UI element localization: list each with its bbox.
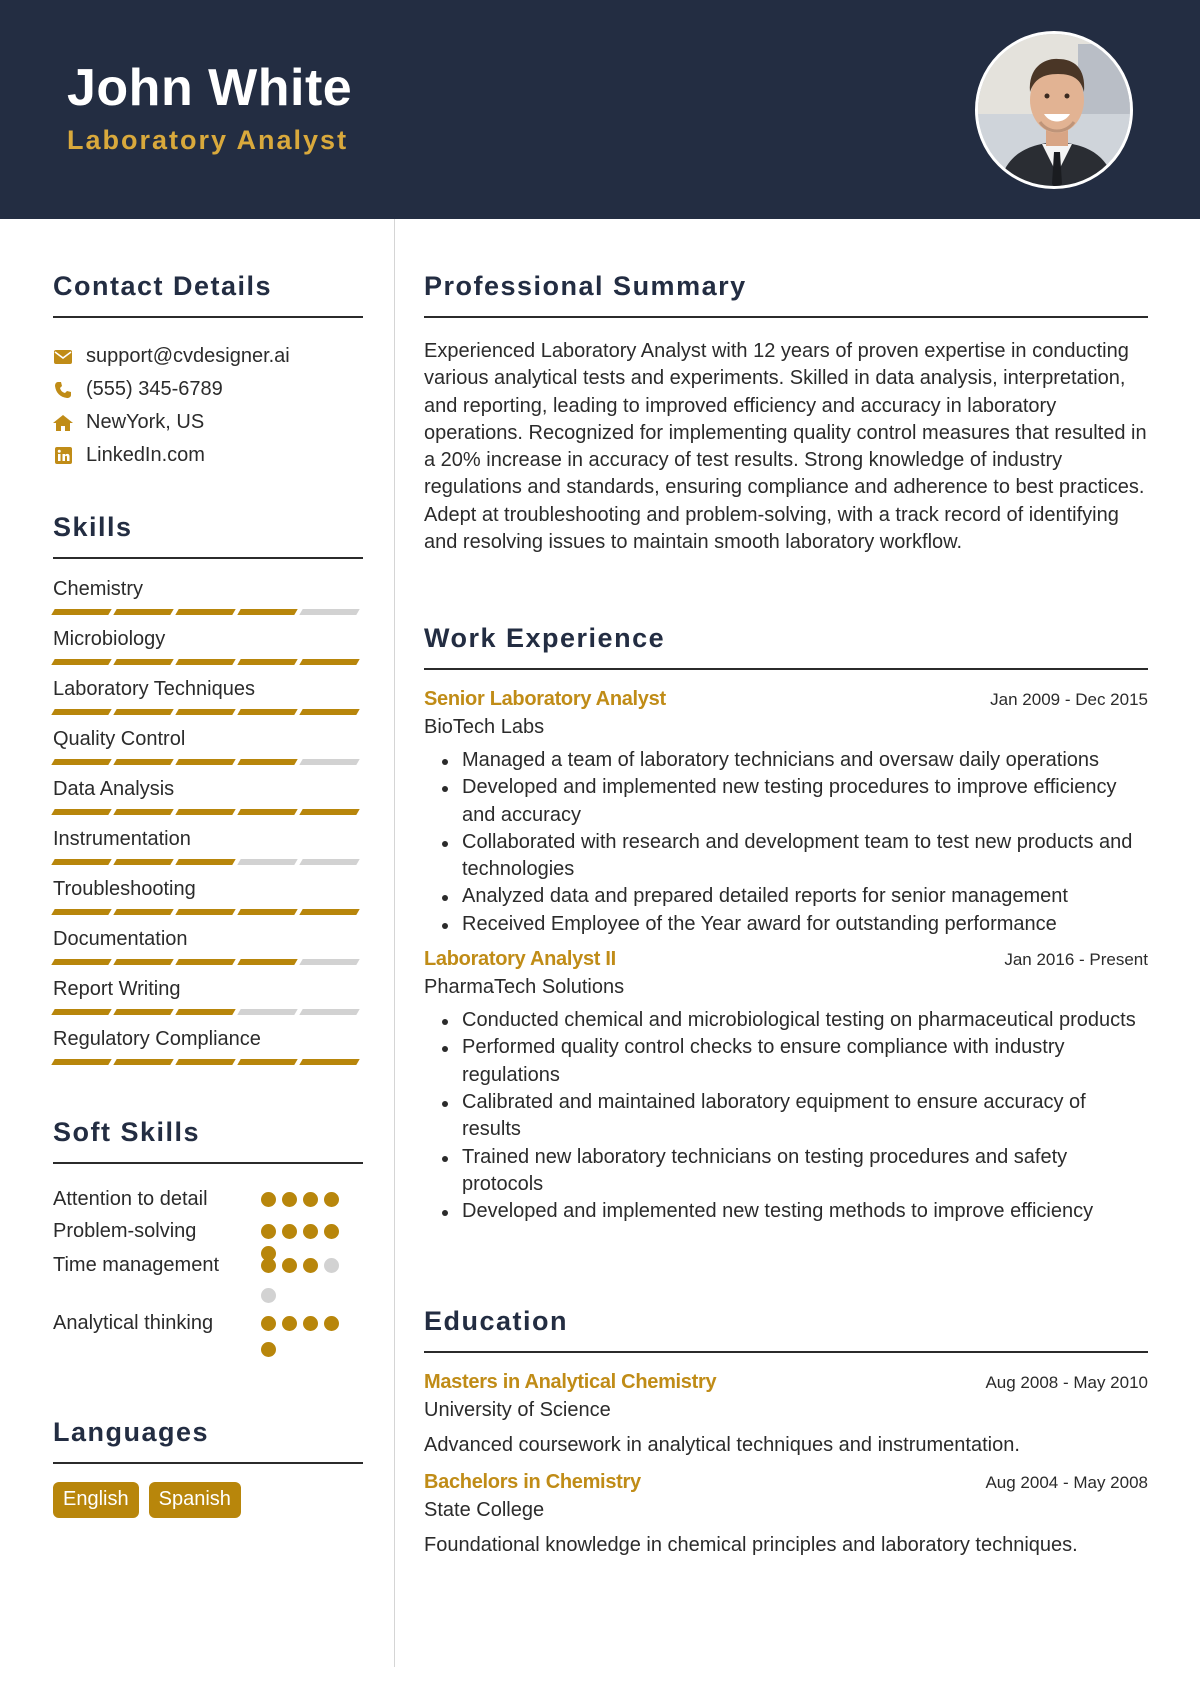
job-bullet: Managed a team of laboratory technicians and oversaw daily operations xyxy=(438,747,1148,774)
contact-text: NewYork, US xyxy=(86,411,205,433)
skill-rating-segment xyxy=(299,959,359,965)
contact-text: (555) 345-6789 xyxy=(86,378,223,400)
language-badge: English xyxy=(53,1482,139,1518)
skill-rating-bars xyxy=(53,1009,363,1015)
summary-section xyxy=(424,271,1148,556)
phone-icon xyxy=(53,380,73,400)
soft-skill-rating-dot xyxy=(324,1258,339,1273)
candidate-name: John White xyxy=(67,59,353,117)
skill-name: Microbiology xyxy=(53,628,166,650)
skill-name: Quality Control xyxy=(53,728,186,750)
job-title: Laboratory Analyst II xyxy=(424,948,616,971)
skill-rating-segment xyxy=(175,609,235,615)
skill-rating-bars xyxy=(53,809,363,815)
education-entry xyxy=(424,1471,1148,1557)
job-title: Senior Laboratory Analyst xyxy=(424,688,666,710)
skill-item xyxy=(53,725,363,775)
skill-rating-segment xyxy=(299,859,359,865)
candidate-title: Laboratory Analyst xyxy=(67,125,349,155)
skill-rating-segment xyxy=(175,759,235,765)
summary-text: Experienced Laboratory Analyst with 12 years of proven expertise in conducting various analytical tests and experiments. Skilled in data analysis, interpretation, and reporting, leading to improved efficiency and accuracy in laboratory operations. Recognized for implementing quality control measures that resulted in a 20% increase in accuracy of test results. Strong knowledge of industry regulations and standards, ensuring compliance and adherence to best practices. Adept at troubleshooting and problem-solving, with a track record of identifying and resolving issues to maintain smooth laboratory workflow. xyxy=(424,340,1147,554)
skill-rating-segment xyxy=(299,709,359,715)
skill-item xyxy=(53,825,363,875)
skill-rating-bars xyxy=(53,659,363,665)
skill-rating-segment xyxy=(51,1009,111,1015)
skill-rating-segment xyxy=(175,709,235,715)
skill-rating-segment xyxy=(113,1009,173,1015)
soft-skill-rating-dot xyxy=(303,1192,318,1207)
skill-rating-segment xyxy=(113,859,173,865)
contact-heading: Contact Details xyxy=(53,271,273,301)
summary-heading: Professional Summary xyxy=(424,271,747,301)
skill-item xyxy=(53,675,363,725)
skill-rating-segment xyxy=(237,809,297,815)
soft-skill-rating-dot xyxy=(282,1316,297,1331)
languages-section xyxy=(53,1417,363,1518)
section-rule xyxy=(53,316,363,318)
skill-rating-segment xyxy=(113,909,173,915)
education-date: Aug 2008 - May 2010 xyxy=(985,1373,1148,1392)
contact-text: LinkedIn.com xyxy=(86,444,205,466)
contact-list xyxy=(53,340,363,472)
soft-skill-rating-dot xyxy=(324,1316,339,1331)
language-badge: Spanish xyxy=(149,1482,241,1518)
soft-skill-rating-dot xyxy=(324,1224,339,1239)
job-bullet: Collaborated with research and development team to test new products and technologies xyxy=(438,829,1148,884)
soft-skill-rating-dot xyxy=(261,1192,276,1207)
skill-rating-segment xyxy=(299,1059,359,1065)
job-entry xyxy=(424,688,1148,938)
skill-rating-segment xyxy=(113,809,173,815)
skill-rating-segment xyxy=(51,859,111,865)
education-section xyxy=(424,1306,1148,1557)
skill-name: Documentation xyxy=(53,928,188,950)
skill-name: Troubleshooting xyxy=(53,878,196,900)
contact-phone[interactable] xyxy=(53,373,363,406)
skill-rating-segment xyxy=(175,959,235,965)
skill-rating-segment xyxy=(237,659,297,665)
soft-skill-name: Attention to detail xyxy=(53,1188,208,1210)
skill-rating-bars xyxy=(53,709,363,715)
soft-skill-rating-dot xyxy=(303,1316,318,1331)
resume-header xyxy=(0,0,1200,219)
skill-name: Chemistry xyxy=(53,578,144,600)
soft-skill-rating-dots xyxy=(261,1186,351,1218)
job-bullets xyxy=(424,747,1148,938)
skill-name: Data Analysis xyxy=(53,778,175,800)
degree-title: Masters in Analytical Chemistry xyxy=(424,1371,717,1393)
skill-rating-segment xyxy=(51,909,111,915)
skill-rating-segment xyxy=(237,959,297,965)
job-bullet: Analyzed data and prepared detailed reports for senior management xyxy=(438,883,1148,910)
skill-rating-segment xyxy=(51,1059,111,1065)
skill-rating-segment xyxy=(175,909,235,915)
skill-rating-segment xyxy=(113,609,173,615)
school-name: State College xyxy=(424,1499,545,1521)
soft-skill-rating-dot xyxy=(324,1192,339,1207)
soft-skills-section xyxy=(53,1117,363,1360)
job-bullet: Received Employee of the Year award for outstanding performance xyxy=(438,911,1148,938)
skill-rating-segment xyxy=(299,759,359,765)
skill-item xyxy=(53,625,363,675)
job-bullet: Developed and implemented new testing procedures to improve efficiency and accuracy xyxy=(438,774,1148,829)
skill-rating-segment xyxy=(175,809,235,815)
soft-skill-name: Time management xyxy=(53,1254,219,1276)
skill-rating-segment xyxy=(51,609,111,615)
skill-rating-bars xyxy=(53,759,363,765)
soft-skill-rating-dot xyxy=(261,1224,276,1239)
job-bullet: Conducted chemical and microbiological testing on pharmaceutical products xyxy=(438,1007,1148,1034)
soft-skill-rating-dot xyxy=(261,1288,276,1303)
skill-rating-segment xyxy=(299,609,359,615)
skill-item xyxy=(53,975,363,1025)
job-bullets xyxy=(424,1007,1148,1225)
section-rule xyxy=(53,557,363,559)
soft-skill-rating-dots xyxy=(261,1310,351,1360)
contact-text: support@cvdesigner.ai xyxy=(86,345,290,367)
skill-rating-segment xyxy=(237,1059,297,1065)
soft-skill-rating-dot xyxy=(282,1224,297,1239)
skill-rating-segment xyxy=(113,659,173,665)
job-bullet: Performed quality control checks to ensure compliance with industry regulations xyxy=(438,1034,1148,1089)
contact-location xyxy=(53,406,363,439)
soft-skill-rating-dots xyxy=(261,1252,351,1310)
soft-skill-list xyxy=(53,1186,363,1360)
education-description: Advanced coursework in analytical techniques and instrumentation. xyxy=(424,1434,1020,1456)
job-date: Jan 2016 - Present xyxy=(1004,950,1148,970)
skill-rating-segment xyxy=(237,609,297,615)
skill-rating-segment xyxy=(237,759,297,765)
skill-list xyxy=(53,575,363,1075)
degree-title: Bachelors in Chemistry xyxy=(424,1471,641,1493)
contact-email[interactable] xyxy=(53,340,363,373)
section-rule xyxy=(53,1462,363,1464)
skill-name: Report Writing xyxy=(53,978,181,1000)
job-bullet: Calibrated and maintained laboratory equipment to ensure accuracy of results xyxy=(438,1089,1148,1144)
school-name: University of Science xyxy=(424,1399,611,1421)
skill-rating-segment xyxy=(51,759,111,765)
job-date: Jan 2009 - Dec 2015 xyxy=(990,690,1148,709)
education-heading: Education xyxy=(424,1306,569,1336)
job-entry xyxy=(424,948,1148,1225)
skill-rating-segment xyxy=(175,1059,235,1065)
skill-rating-segment xyxy=(113,759,173,765)
skill-rating-segment xyxy=(237,909,297,915)
job-bullet: Developed and implemented new testing methods to improve efficiency xyxy=(438,1198,1148,1225)
education-date: Aug 2004 - May 2008 xyxy=(985,1473,1148,1492)
skills-section xyxy=(53,512,363,1075)
soft-skill-item xyxy=(53,1252,363,1310)
skill-rating-segment xyxy=(51,959,111,965)
contact-section xyxy=(53,271,363,472)
skill-item xyxy=(53,875,363,925)
envelope-icon xyxy=(53,347,73,367)
linkedin-icon xyxy=(53,446,73,466)
skill-rating-bars xyxy=(53,609,363,615)
skill-name: Regulatory Compliance xyxy=(53,1028,261,1050)
soft-skills-heading: Soft Skills xyxy=(53,1117,201,1147)
work-heading: Work Experience xyxy=(424,623,666,653)
soft-skill-item xyxy=(53,1186,363,1218)
soft-skill-rating-dot xyxy=(303,1258,318,1273)
job-company: BioTech Labs xyxy=(424,716,545,738)
soft-skill-rating-dot xyxy=(303,1224,318,1239)
soft-skill-name: Problem-solving xyxy=(53,1220,197,1242)
skill-rating-segment xyxy=(299,809,359,815)
skill-rating-segment xyxy=(175,659,235,665)
job-company: PharmaTech Solutions xyxy=(424,976,625,999)
skill-rating-bars xyxy=(53,909,363,915)
soft-skill-item xyxy=(53,1310,363,1360)
skill-rating-segment xyxy=(51,709,111,715)
section-rule xyxy=(424,668,1148,670)
skill-rating-segment xyxy=(175,859,235,865)
soft-skill-rating-dot xyxy=(261,1342,276,1357)
skill-rating-segment xyxy=(113,1059,173,1065)
job-bullet: Trained new laboratory technicians on testing procedures and safety protocols xyxy=(438,1144,1148,1199)
soft-skill-rating-dots xyxy=(261,1218,351,1252)
soft-skill-item xyxy=(53,1218,363,1252)
skill-rating-segment xyxy=(51,809,111,815)
skill-rating-segment xyxy=(113,709,173,715)
skill-name: Laboratory Techniques xyxy=(53,678,255,700)
skill-rating-segment xyxy=(237,859,297,865)
language-list xyxy=(53,1482,363,1518)
skill-rating-bars xyxy=(53,1059,363,1065)
skill-rating-segment xyxy=(237,1009,297,1015)
education-description: Foundational knowledge in chemical principles and laboratory techniques. xyxy=(424,1534,1078,1556)
skill-item xyxy=(53,925,363,975)
skill-item xyxy=(53,1025,363,1075)
skill-rating-segment xyxy=(113,959,173,965)
skill-rating-segment xyxy=(299,909,359,915)
skill-rating-segment xyxy=(299,1009,359,1015)
profile-photo xyxy=(975,31,1133,189)
contact-linkedin[interactable] xyxy=(53,439,363,472)
column-divider xyxy=(394,219,395,1667)
skill-item xyxy=(53,575,363,625)
skill-rating-bars xyxy=(53,859,363,865)
skill-item xyxy=(53,775,363,825)
skill-name: Instrumentation xyxy=(53,828,191,850)
home-icon xyxy=(53,413,73,433)
soft-skill-rating-dot xyxy=(282,1192,297,1207)
skill-rating-segment xyxy=(299,659,359,665)
soft-skill-name: Analytical thinking xyxy=(53,1312,214,1334)
skill-rating-bars xyxy=(53,959,363,965)
soft-skill-rating-dot xyxy=(261,1258,276,1273)
languages-heading: Languages xyxy=(53,1417,210,1447)
skill-rating-segment xyxy=(51,659,111,665)
soft-skill-rating-dot xyxy=(282,1258,297,1273)
skill-rating-segment xyxy=(237,709,297,715)
soft-skill-rating-dot xyxy=(261,1316,276,1331)
work-section xyxy=(424,623,1148,1225)
education-entry xyxy=(424,1371,1148,1457)
skills-heading: Skills xyxy=(53,512,133,542)
section-rule xyxy=(424,316,1148,318)
section-rule xyxy=(424,1351,1148,1353)
section-rule xyxy=(53,1162,363,1164)
skill-rating-segment xyxy=(175,1009,235,1015)
